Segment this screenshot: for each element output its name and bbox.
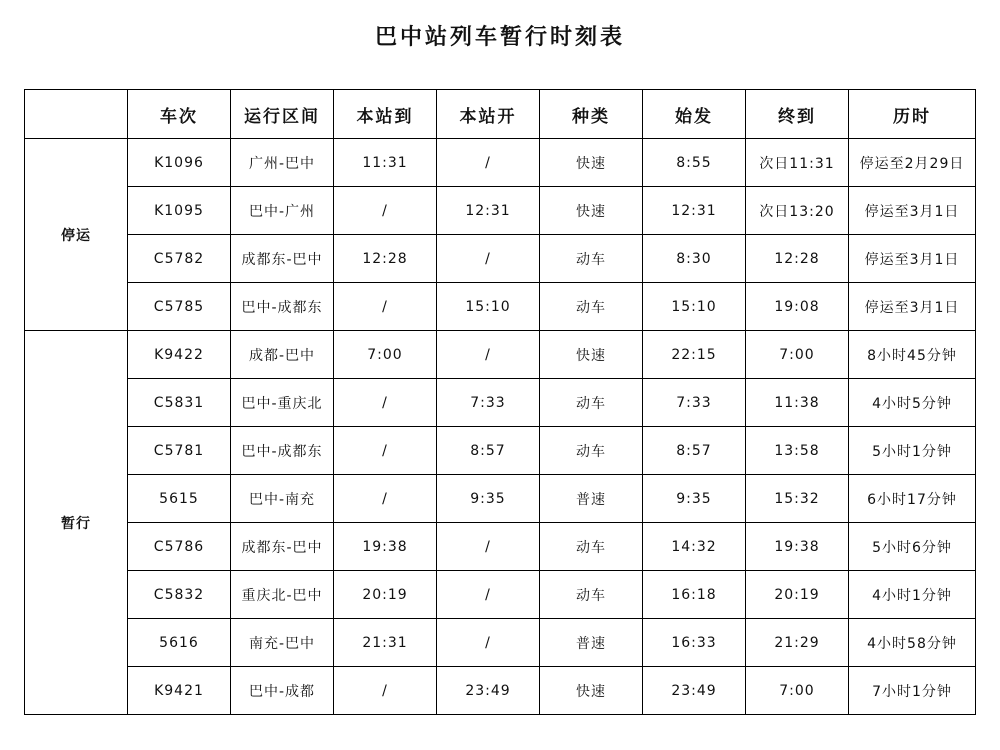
- cell-train-type: 普速: [540, 475, 643, 523]
- cell-train-type: 动车: [540, 283, 643, 331]
- cell-terminal-time: 19:08: [746, 283, 849, 331]
- cell-depart-time: /: [437, 523, 540, 571]
- header-cell-group: [25, 90, 128, 139]
- cell-route: 巴中-重庆北: [231, 379, 334, 427]
- cell-depart-time: 9:35: [437, 475, 540, 523]
- cell-terminal-time: 7:00: [746, 667, 849, 715]
- table-row: [25, 667, 976, 715]
- cell-train-number: 5616: [128, 619, 231, 667]
- cell-duration: 7小时1分钟: [849, 667, 976, 715]
- table-row: [25, 187, 976, 235]
- table-row: [25, 475, 976, 523]
- cell-depart-time: /: [437, 139, 540, 187]
- cell-train-number: C5782: [128, 235, 231, 283]
- cell-route: 广州-巴中: [231, 139, 334, 187]
- table-row: [25, 139, 976, 187]
- cell-depart-time: /: [437, 619, 540, 667]
- cell-train-type: 快速: [540, 139, 643, 187]
- table-row: [25, 427, 976, 475]
- cell-duration: 停运至2月29日: [849, 139, 976, 187]
- cell-arrive-time: 20:19: [334, 571, 437, 619]
- cell-train-type: 快速: [540, 667, 643, 715]
- cell-train-number: K1096: [128, 139, 231, 187]
- header-row: [25, 90, 976, 139]
- cell-train-number: 5615: [128, 475, 231, 523]
- cell-origin-time: 22:15: [643, 331, 746, 379]
- cell-route: 南充-巴中: [231, 619, 334, 667]
- group-label: 停运: [25, 139, 128, 331]
- table-row: [25, 283, 976, 331]
- table-row: [25, 523, 976, 571]
- cell-route: 巴中-南充: [231, 475, 334, 523]
- cell-origin-time: 8:57: [643, 427, 746, 475]
- cell-origin-time: 16:18: [643, 571, 746, 619]
- cell-train-type: 快速: [540, 331, 643, 379]
- cell-arrive-time: 21:31: [334, 619, 437, 667]
- cell-depart-time: 23:49: [437, 667, 540, 715]
- cell-terminal-time: 21:29: [746, 619, 849, 667]
- cell-depart-time: 15:10: [437, 283, 540, 331]
- cell-train-type: 快速: [540, 187, 643, 235]
- header-cell-origin-time: 始发: [643, 90, 746, 139]
- cell-arrive-time: 11:31: [334, 139, 437, 187]
- cell-train-number: C5832: [128, 571, 231, 619]
- header-cell-type: 种类: [540, 90, 643, 139]
- cell-terminal-time: 15:32: [746, 475, 849, 523]
- cell-arrive-time: /: [334, 187, 437, 235]
- table-row: [25, 235, 976, 283]
- header-cell-terminal-time: 终到: [746, 90, 849, 139]
- cell-arrive-time: /: [334, 283, 437, 331]
- cell-train-type: 普速: [540, 619, 643, 667]
- cell-depart-time: 8:57: [437, 427, 540, 475]
- cell-train-type: 动车: [540, 571, 643, 619]
- cell-origin-time: 23:49: [643, 667, 746, 715]
- cell-origin-time: 9:35: [643, 475, 746, 523]
- timetable-body: [25, 139, 976, 715]
- header-cell-duration: 历时: [849, 90, 976, 139]
- cell-train-type: 动车: [540, 523, 643, 571]
- cell-origin-time: 8:30: [643, 235, 746, 283]
- cell-terminal-time: 11:38: [746, 379, 849, 427]
- cell-duration: 停运至3月1日: [849, 283, 976, 331]
- cell-arrive-time: /: [334, 475, 437, 523]
- header-cell-depart: 本站开: [437, 90, 540, 139]
- cell-duration: 停运至3月1日: [849, 235, 976, 283]
- cell-duration: 5小时1分钟: [849, 427, 976, 475]
- cell-route: 巴中-成都: [231, 667, 334, 715]
- cell-depart-time: /: [437, 235, 540, 283]
- cell-train-number: K9422: [128, 331, 231, 379]
- cell-depart-time: /: [437, 331, 540, 379]
- cell-terminal-time: 7:00: [746, 331, 849, 379]
- cell-train-number: K9421: [128, 667, 231, 715]
- header-cell-train: 车次: [128, 90, 231, 139]
- cell-terminal-time: 次日11:31: [746, 139, 849, 187]
- header-cell-route: 运行区间: [231, 90, 334, 139]
- cell-route: 巴中-成都东: [231, 427, 334, 475]
- cell-origin-time: 14:32: [643, 523, 746, 571]
- timetable: [24, 89, 976, 715]
- cell-terminal-time: 19:38: [746, 523, 849, 571]
- cell-arrive-time: 19:38: [334, 523, 437, 571]
- cell-duration: 4小时5分钟: [849, 379, 976, 427]
- table-row: [25, 571, 976, 619]
- table-row: [25, 379, 976, 427]
- cell-route: 巴中-成都东: [231, 283, 334, 331]
- cell-duration: 6小时17分钟: [849, 475, 976, 523]
- cell-arrive-time: 12:28: [334, 235, 437, 283]
- cell-origin-time: 8:55: [643, 139, 746, 187]
- cell-depart-time: 12:31: [437, 187, 540, 235]
- cell-train-type: 动车: [540, 379, 643, 427]
- cell-duration: 4小时1分钟: [849, 571, 976, 619]
- table-row: [25, 619, 976, 667]
- group-label: 暂行: [25, 331, 128, 715]
- cell-terminal-time: 20:19: [746, 571, 849, 619]
- cell-train-type: 动车: [540, 427, 643, 475]
- cell-origin-time: 15:10: [643, 283, 746, 331]
- cell-train-number: C5781: [128, 427, 231, 475]
- cell-duration: 5小时6分钟: [849, 523, 976, 571]
- cell-route: 重庆北-巴中: [231, 571, 334, 619]
- cell-origin-time: 7:33: [643, 379, 746, 427]
- cell-route: 成都-巴中: [231, 331, 334, 379]
- cell-arrive-time: /: [334, 379, 437, 427]
- cell-route: 巴中-广州: [231, 187, 334, 235]
- cell-origin-time: 16:33: [643, 619, 746, 667]
- cell-train-number: K1095: [128, 187, 231, 235]
- cell-depart-time: 7:33: [437, 379, 540, 427]
- table-row: [25, 331, 976, 379]
- cell-duration: 8小时45分钟: [849, 331, 976, 379]
- header-cell-arrive: 本站到: [334, 90, 437, 139]
- cell-duration: 4小时58分钟: [849, 619, 976, 667]
- cell-duration: 停运至3月1日: [849, 187, 976, 235]
- cell-terminal-time: 次日13:20: [746, 187, 849, 235]
- cell-arrive-time: 7:00: [334, 331, 437, 379]
- cell-route: 成都东-巴中: [231, 523, 334, 571]
- cell-terminal-time: 12:28: [746, 235, 849, 283]
- page-title: 巴中站列车暂行时刻表: [374, 25, 625, 50]
- cell-train-type: 动车: [540, 235, 643, 283]
- cell-route: 成都东-巴中: [231, 235, 334, 283]
- cell-depart-time: /: [437, 571, 540, 619]
- cell-terminal-time: 13:58: [746, 427, 849, 475]
- cell-arrive-time: /: [334, 667, 437, 715]
- cell-train-number: C5786: [128, 523, 231, 571]
- cell-arrive-time: /: [334, 427, 437, 475]
- cell-train-number: C5785: [128, 283, 231, 331]
- cell-origin-time: 12:31: [643, 187, 746, 235]
- cell-train-number: C5831: [128, 379, 231, 427]
